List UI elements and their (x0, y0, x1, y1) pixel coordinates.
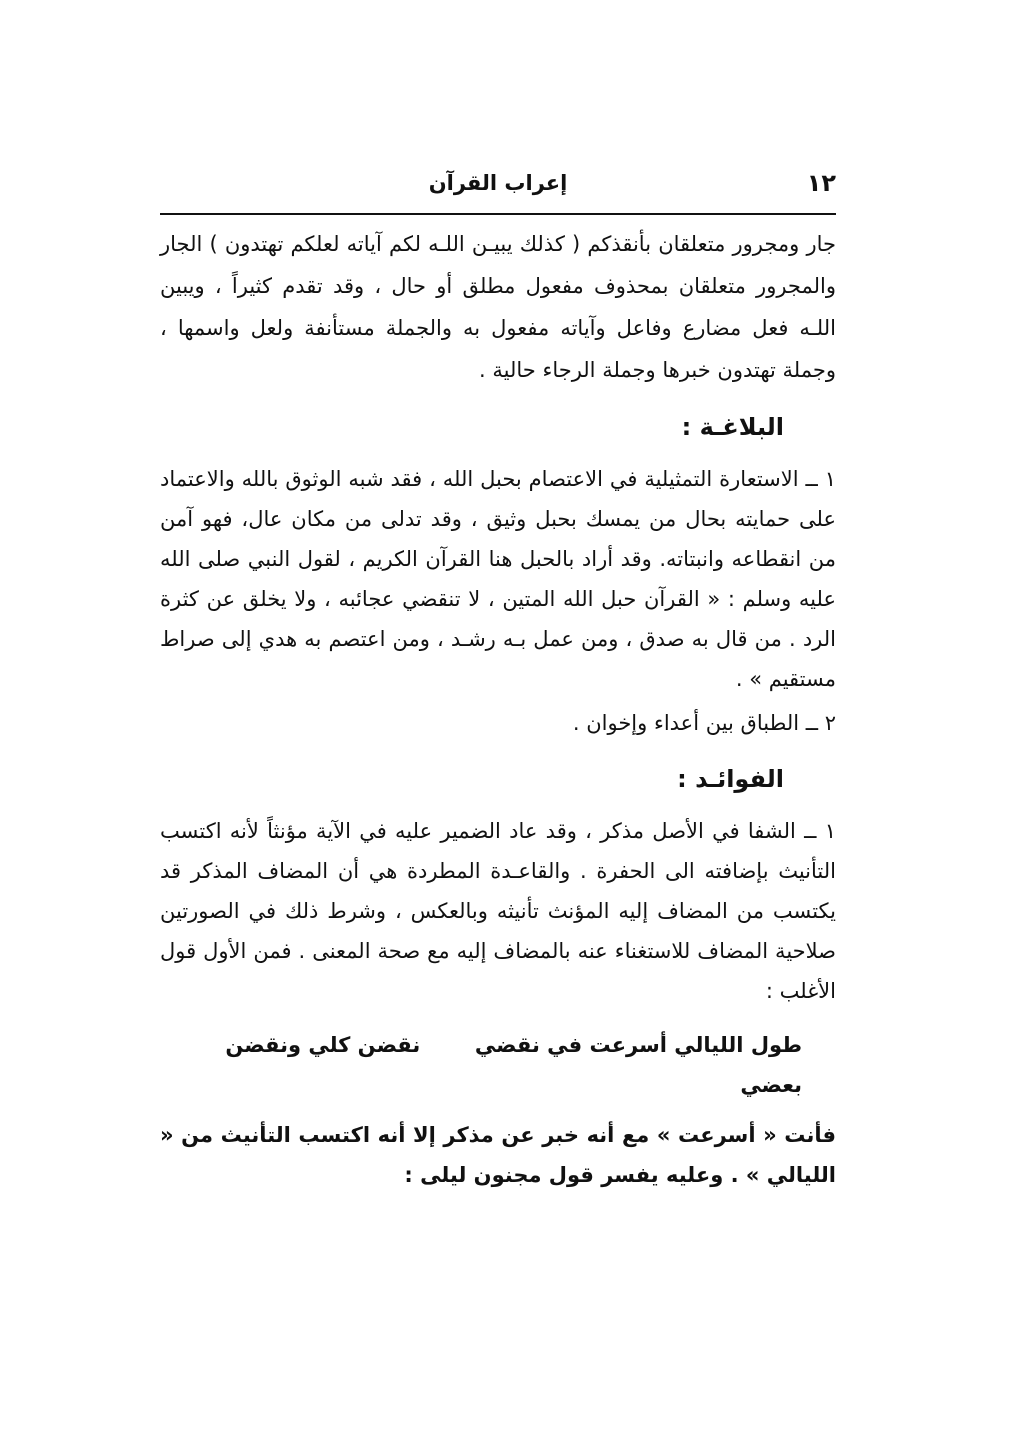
balagha-item-2: ٢ ــ الطباق بين أعداء وإخوان . (572, 711, 836, 735)
page-number: ١٢ (806, 169, 836, 197)
verse (160, 1025, 802, 1105)
intro-paragraph: جار ومجرور متعلقان بأنقذكم ( كذلك يبيـن اللـه لكم آياته لعلكم تهتدون ) الجار والمجرور متعلقان بمحذوف مفعول مطلق أو حال ، وقد تقدم كثيراً ، ويبين اللـه فعل مضارع وفاعل وآياته مفعول به والجملة مستأنفة ولعل واسمها ، وجملة تهتدون خبرها وجملة الرجاء حالية . (160, 232, 836, 382)
verse-second-hemistich: نقضن كلي ونقضن بعضي (225, 1033, 802, 1097)
balagha-item-1: ١ ــ الاستعارة التمثيلية في الاعتصام بحبل الله ، فقد شبه الوثوق بالله والاعتماد على حمايته بحال من يمسك بحبل وثيق ، وقد تدلى من مكان عال، فهو آمن من انقطاعه وانبتاته. وقد أراد بالحبل هنا القرآن الكريم ، لقول النبي صلى الله عليه وسلم : « القرآن حبل الله المتين ، لا تنقضي عجائبه ، ولا يخلق عن كثرة الرد . من قال به صدق ، ومن عمل بـه رشـد ، ومن اعتصم به هدي إلى صراط مستقيم » . (160, 467, 836, 691)
fawaid-after-verse: فأنت « أسرعت » مع أنه خبر عن مذكر إلا أنه اكتسب التأنيث من « الليالي » . وعليه يفسر قول مجنون ليلى : (160, 1123, 836, 1187)
page (160, 165, 836, 1195)
fawaid-item-1: ١ ــ الشفا في الأصل مذكر ، وقد عاد الضمير عليه في الآية مؤنثاً لأنه اكتسب التأنيث بإضافته الى الحفرة . والقاعـدة المطردة هي أن المضاف المذكر قد يكتسب من المضاف إليه المؤنث تأنيثه وبالعكس ، وشرط ذلك في الصورتين صلاحية المضاف للاستغناء عنه بالمضاف إليه مع صحة المعنى . فمن الأول قول الأغلب : (160, 819, 836, 1003)
fawaid-heading: الفوائـد : (677, 765, 784, 793)
running-title: إعراب القرآن (428, 171, 568, 195)
verse-first-hemistich: طول الليالي أسرعت في نقضي (474, 1033, 802, 1057)
balagha-heading: البلاغـة : (681, 413, 784, 441)
page-header (160, 165, 836, 215)
